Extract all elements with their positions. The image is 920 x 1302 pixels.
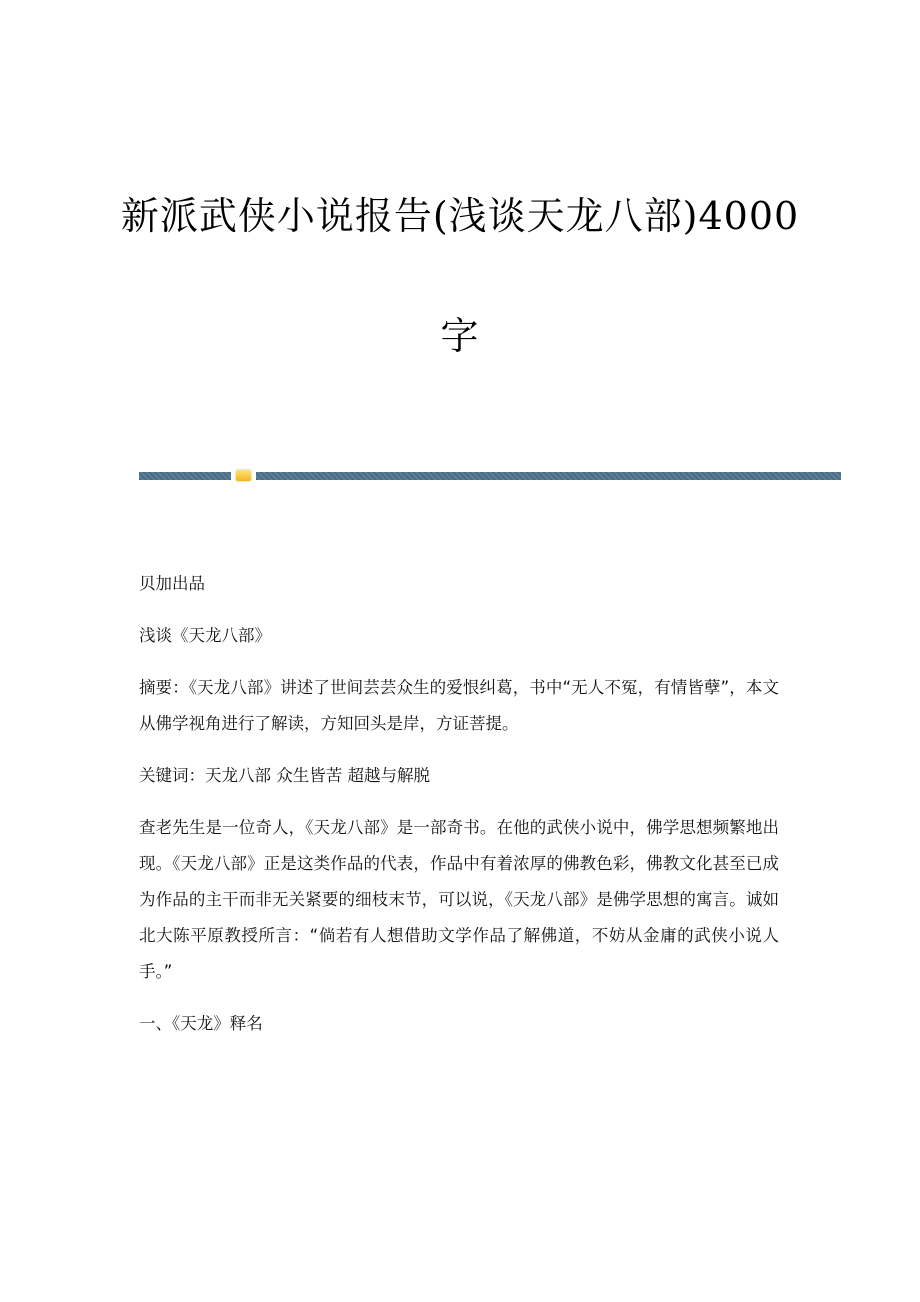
subtitle-line: 浅谈《天龙八部》	[139, 626, 271, 645]
divider-bar-right	[256, 472, 841, 480]
section-heading: 一、《天龙》释名	[139, 1014, 263, 1033]
publisher-line: 贝加出品	[139, 574, 205, 593]
document-title: 新派武侠小说报告(浅谈天龙八部)4000	[120, 194, 800, 238]
keywords-line: 关键词：天龙八部 众生皆苦 超越与解脱	[139, 766, 430, 785]
title-divider	[139, 470, 841, 480]
divider-bar-left	[139, 472, 231, 480]
document-body	[139, 566, 779, 1058]
divider-ornament-icon	[236, 470, 251, 481]
abstract-paragraph: 摘要：《天龙八部》讲述了世间芸芸众生的爱恨纠葛，书中“无人不冤，有情皆孽”，本文从佛学视角进行了解读，方知回头是岸，方证菩提。	[139, 678, 779, 733]
intro-paragraph: 查老先生是一位奇人，《天龙八部》是一部奇书。在他的武侠小说中，佛学思想频繁地出现。《天龙八部》正是这类作品的代表，作品中有着浓厚的佛教色彩，佛教文化甚至已成为作品的主干而非无关紧要的细枝末节，可以说，《天龙八部》是佛学思想的寓言。诚如北大陈平原教授所言：“倘若有人想借助文学作品了解佛道，不妨从金庸的武侠小说人手。”	[139, 818, 779, 981]
document-title-continued: 字	[440, 314, 480, 358]
